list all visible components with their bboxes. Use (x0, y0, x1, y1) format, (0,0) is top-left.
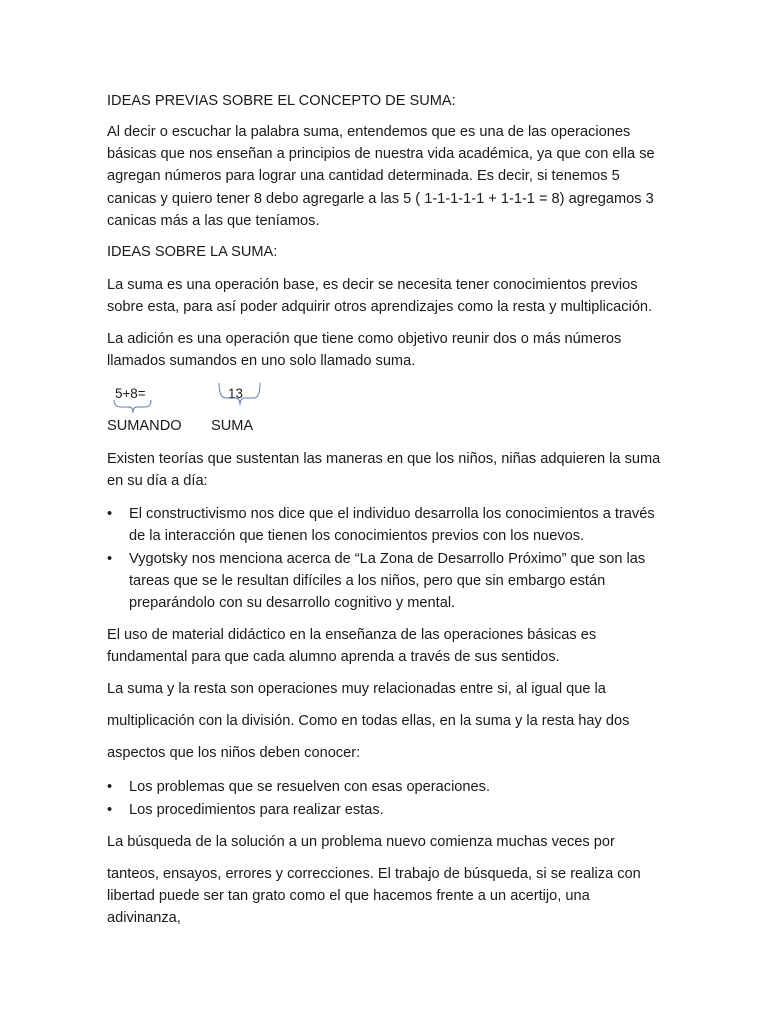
list-item-text: Los procedimientos para realizar estas. (129, 802, 384, 818)
paragraph-suma-resta-2: multiplicación con la división. Como en todas ellas, en la suma y la resta hay dos (107, 713, 630, 729)
paragraph-material-didactico: El uso de material didáctico en la enseñanza de las operaciones básicas es fundamental para que cada alumno aprenda a través de sus sentidos. (107, 627, 597, 666)
paragraph-busqueda-1: La búsqueda de la solución a un problema nuevo comienza muchas veces por (107, 834, 615, 850)
label-sumando: SUMANDO (107, 418, 182, 434)
bullet-icon: • (107, 779, 113, 795)
heading-ideas-previas: IDEAS PREVIAS SOBRE EL CONCEPTO DE SUMA: (107, 93, 456, 109)
bullet-icon: • (107, 506, 113, 522)
paragraph-suma-resta-1: La suma y la resta son operaciones muy relacionadas entre si, al igual que la (107, 681, 606, 697)
paragraph-adicion: La adición es una operación que tiene como objetivo reunir dos o más números llamados sumandos en uno solo llamado suma. (107, 331, 622, 370)
heading-ideas-suma: IDEAS SOBRE LA SUMA: (107, 244, 278, 260)
paragraph-intro: Al decir o escuchar la palabra suma, entendemos que es una de las operaciones básicas que nos enseñan a principios de nuestra vida académica, ya que con ella se agregan números para lograr una cantidad determinada. Es decir, si tenemos 5 canicas y quiero tener 8 debo agregarle a las 5 ( 1-1-1-1-1 + 1-1-1 = 8) agregamos 3 canicas más a las que teníamos. (107, 124, 655, 229)
paragraph-busqueda-2: tanteos, ensayos, errores y correcciones. El trabajo de búsqueda, si se realiza con libertad puede ser tan grato como el que hacemos frente a un acertijo, una adivinanza, (107, 866, 641, 927)
paragraph-suma-resta-3: aspectos que los niños deben conocer: (107, 745, 361, 761)
label-suma: SUMA (211, 418, 254, 434)
list-item-text: Los problemas que se resuelven con esas operaciones. (129, 779, 491, 795)
equation-left: 5+8= (115, 386, 146, 401)
equation-right: 13 (228, 386, 243, 401)
list-item-text: El constructivismo nos dice que el individuo desarrolla los conocimientos a través de la interacción que tienen los conocimientos previos con los nuevos. (129, 506, 655, 545)
brace-suma (218, 382, 262, 406)
paragraph-operacion-base: La suma es una operación base, es decir se necesita tener conocimientos previos sobre esta, para así poder adquirir otros aprendizajes como la resta y multiplicación. (107, 277, 653, 316)
bullet-icon: • (107, 551, 113, 567)
paragraph-teorias: Existen teorías que sustentan las maneras en que los niños, niñas adquieren la suma en su día a día: (107, 451, 661, 490)
bullet-icon: • (107, 802, 113, 818)
list-item-text: Vygotsky nos menciona acerca de “La Zona de Desarrollo Próximo” que son las tareas que se le resultan difíciles a los niños, pero que sin embargo están preparándolo con su desarrollo cognitivo y mental. (129, 551, 646, 612)
